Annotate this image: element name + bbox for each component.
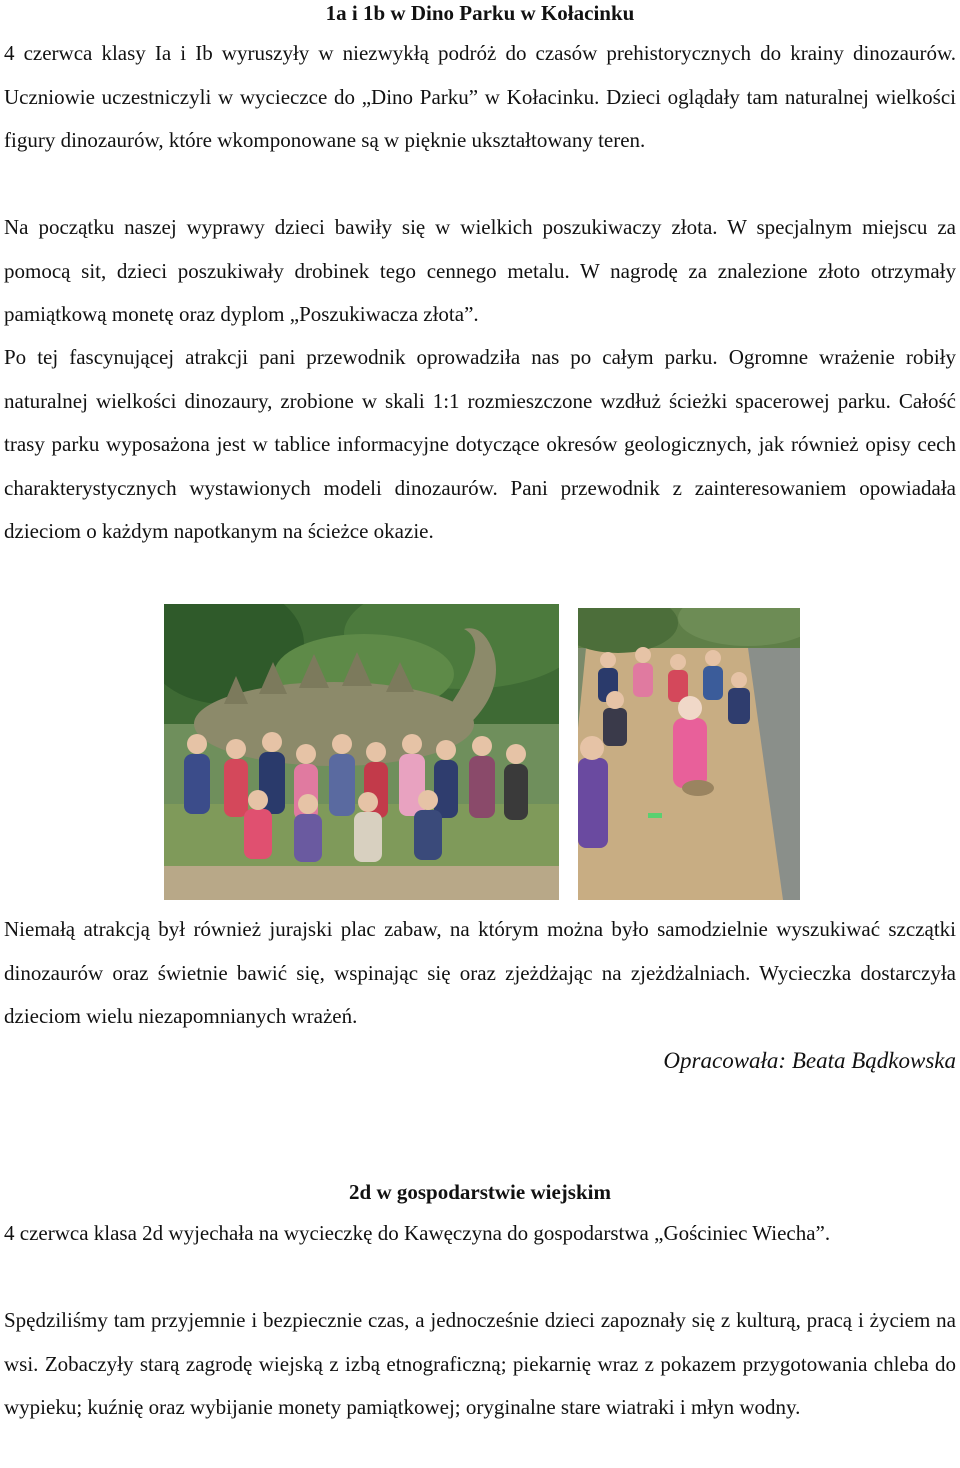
section1-paragraph-1: 4 czerwca klasy Ia i Ib wyruszyły w niezwykłą podróż do czasów prehistorycznych do krainy dinozaurów. Uczniowie uczestniczyli w wycieczce do „Dino Parku” w Kołacinku. Dzieci oglądały tam naturalnej wielkości figury dinozaurów, które wkomponowane są w pięknie ukształtowany teren. [4,41,956,152]
section1-paragraph-3: Po tej fascynującej atrakcji pani przewodnik oprowadziła nas po całym parku. Ogromne wrażenie robiły naturalnej wielkości dinozaury, zrobione w skali 1:1 rozmieszczone wzdłuż ścieżki spacerowej parku. Całość trasy parku wyposażona jest w tablice informacyjne dotyczące okresów geologicznych, jak również opisy cech charakterystycznych wystawionych modeli dinozaurów. Pani przewodnik z zainteresowaniem opowiadała dzieciom o każdym napotkanym na ścieżce okazie. [4,345,956,543]
section1-paragraph-2: Na początku naszej wyprawy dzieci bawiły się w wielkich poszukiwaczy złota. W specjalnym miejscu za pomocą sit, dzieci poszukiwały drobinek tego cennego metalu. W nagrodę za znalezione złoto otrzymały pamiątkową monetę oraz dyplom „Poszukiwacza złota”. [4,215,956,326]
section1-title: 1a i 1b w Dino Parku w Kołacinku [325,1,635,25]
section2-paragraph-2: Spędziliśmy tam przyjemnie i bezpiecznie czas, a jednocześnie dzieci zapoznały się z kulturą, pracą i życiem na wsi. Zobaczyły starą zagrodę wiejską z izbą etnograficzną; piekarnię wraz z pokazem przygotowania chleba do wypieku; kuźnię oraz wybijanie monety pamiątkowej; oryginalne stare wiatraki i młyn wodny. [4,1308,956,1419]
photo-dinosaur-group [164,604,559,900]
photo-sand-digging [578,608,800,900]
dinosaur-group-image [164,604,559,900]
sand-digging-image [578,608,800,900]
section1-paragraph-4: Niemałą atrakcją był również jurajski plac zabaw, na którym można było samodzielnie wyszukiwać szczątki dinozaurów oraz świetnie bawić się, wspinając się oraz zjeżdżając na zjeżdżalniach. Wycieczka dostarczyła dzieciom wielu niezapomnianych wrażeń. [4,917,956,1028]
author-signature: Opracowała: Beata Bądkowska [663,1048,956,1073]
section2-title: 2d w gospodarstwie wiejskim [349,1180,611,1204]
section2-paragraph-1: 4 czerwca klasa 2d wyjechała na wycieczkę do Kawęczyna do gospodarstwa „Gościniec Wiecha”. [4,1221,831,1245]
